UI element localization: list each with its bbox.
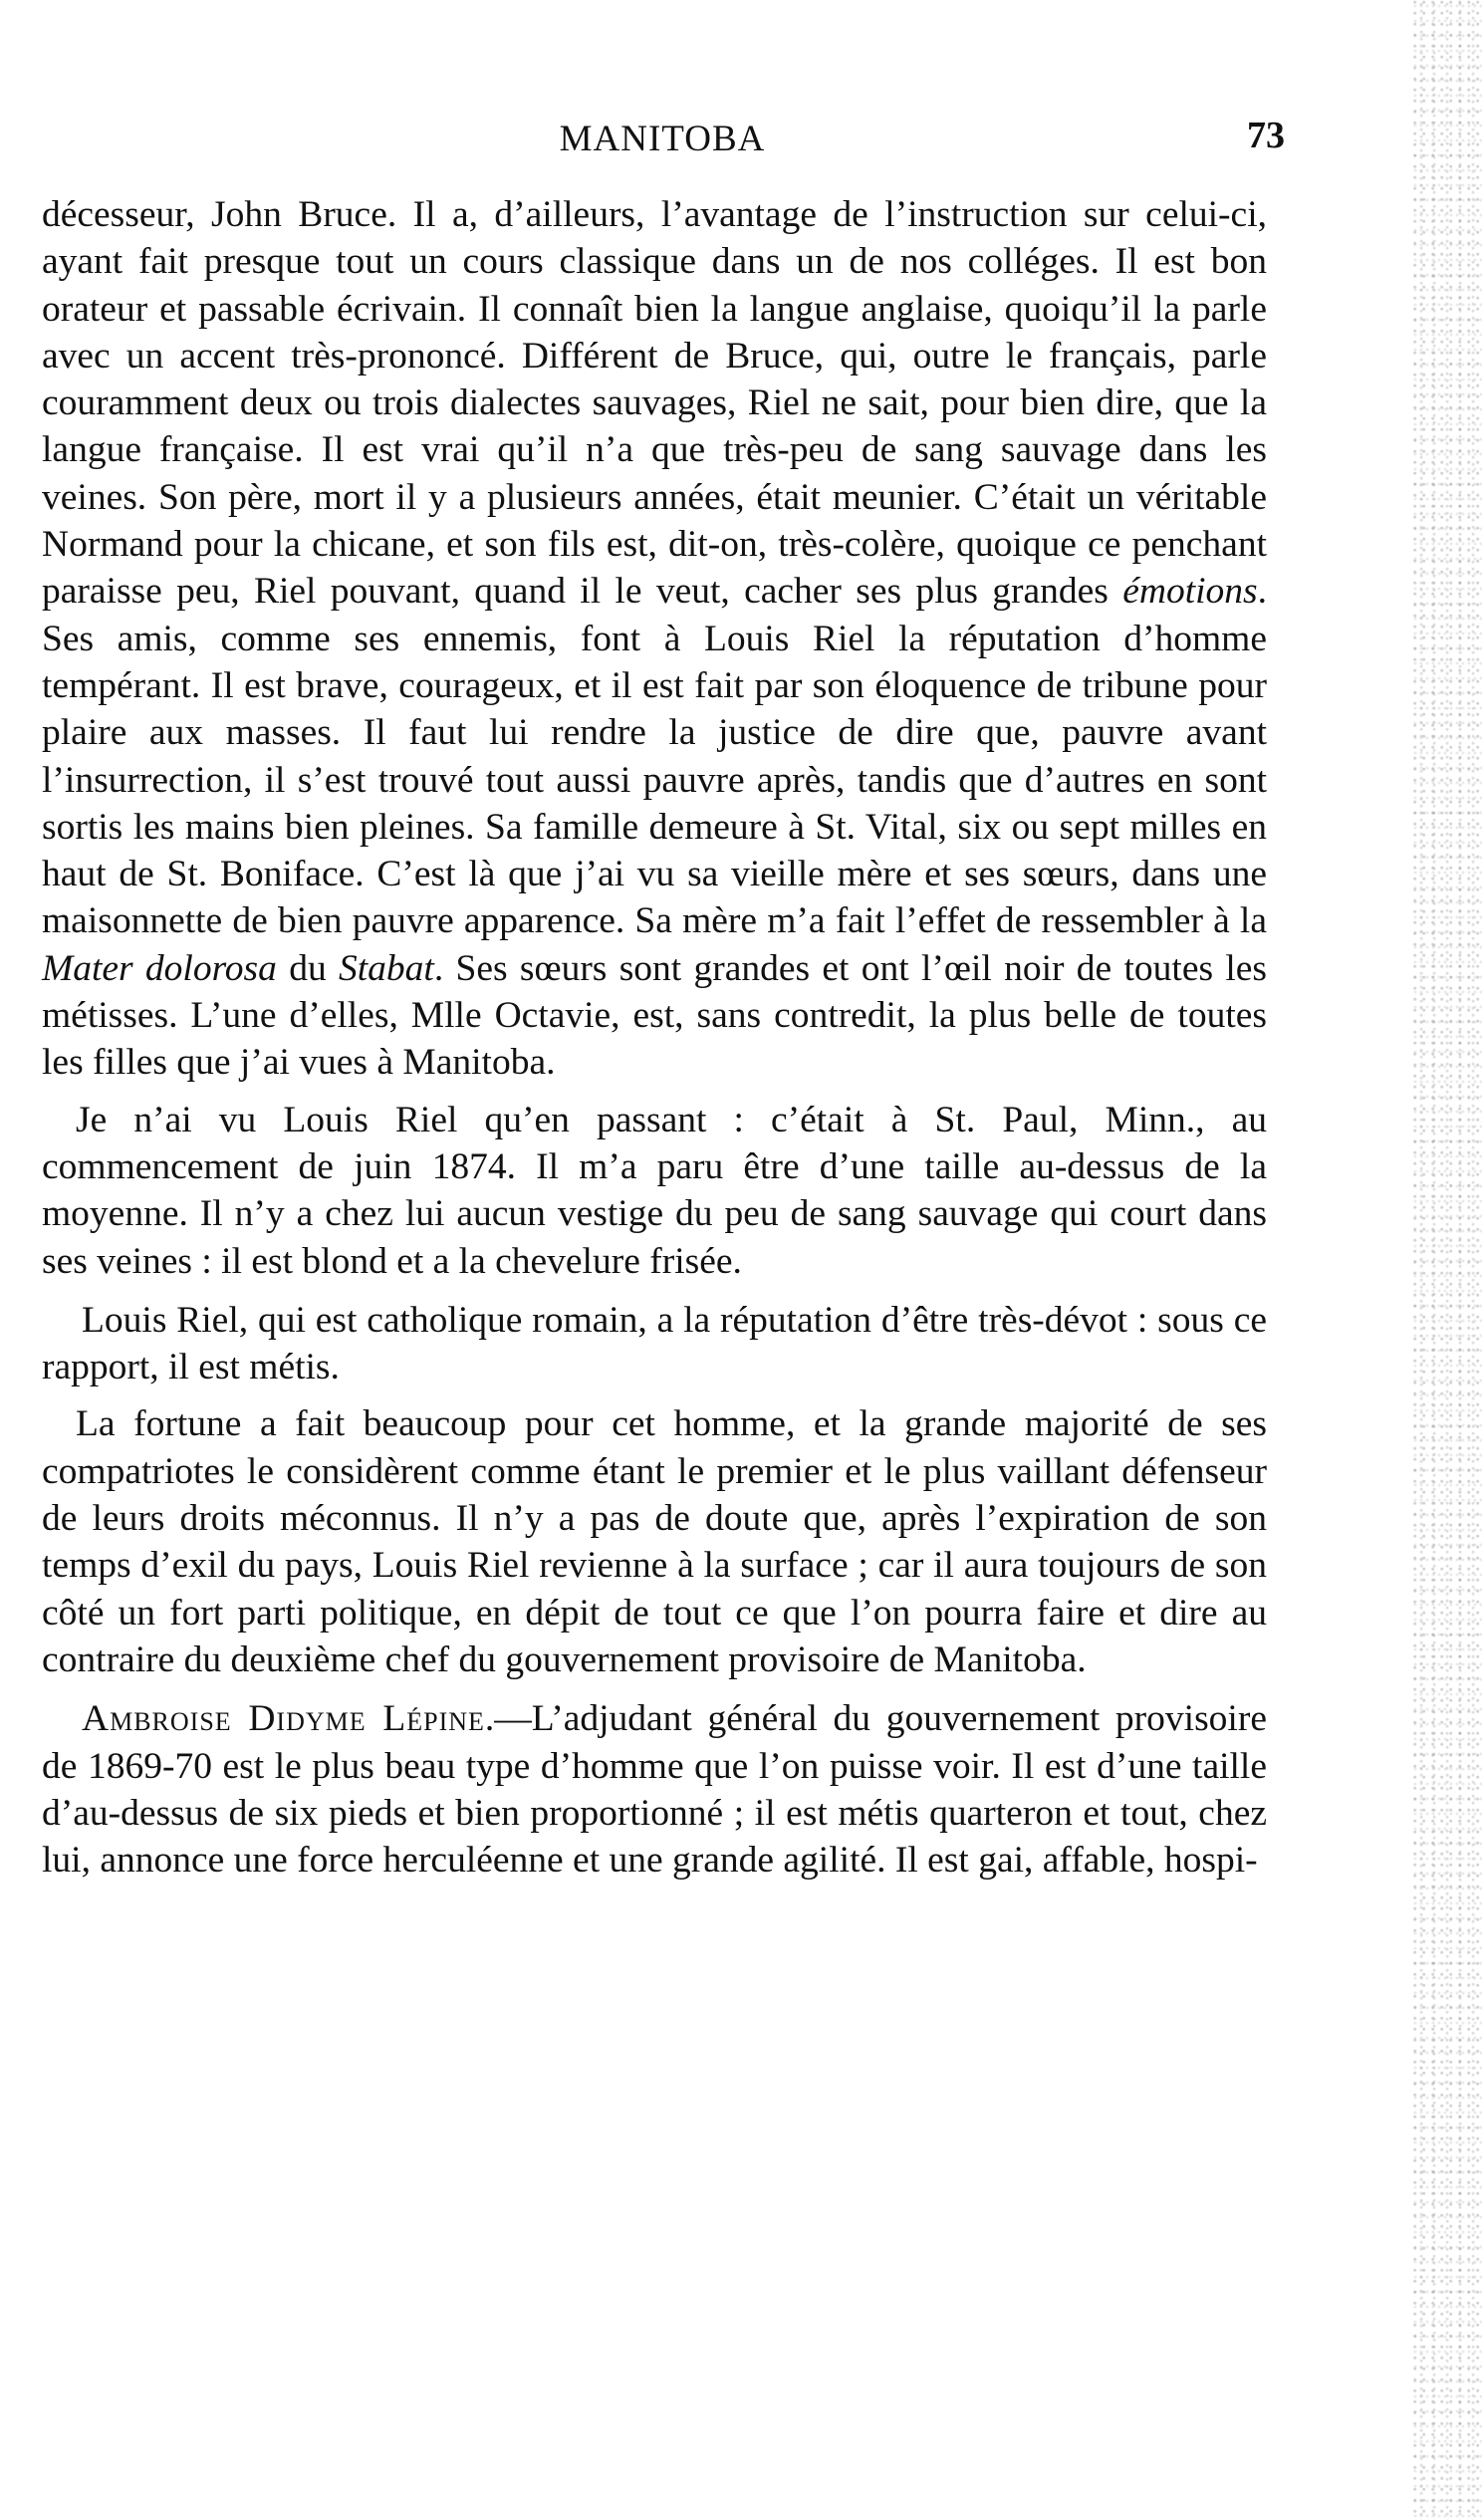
paragraph-1-text-b: . Ses amis, comme ses ennemis, font à Louis Riel la réputation d’homme tempérant. Il est brave, courageux, et il est fait par son éloquence de tribune pour plaire aux masses. Il faut lui rendre la justice de dire que, pauvre avant l’insurrection, il s’est trouvé tout aussi pauvre après, tandis que d’autres en sont sortis les mains bien pleines. Sa famille demeure à St. Vital, six ou sept milles en haut de St. Boniface. C’est là que j’ai vu sa vieille mère et ses sœurs, dans une maisonnette de bien pauvre apparence. Sa mère m’a fait l’effet de ressembler à la bbox=[42, 571, 1268, 942]
paragraph-5-text: .—L’adjudant général du gouvernement provisoire de 1869-70 est le plus beau type d’homme que l’on puisse voir. Il est d’une taille d’au-dessus de six pieds et bien proportionné ; il est métis quarteron et tout, chez lui, annonce une force herculéenne et une grande agilité. Il est gai, affable, hospi- bbox=[42, 1698, 1267, 1882]
italic-mater-dolorosa: Mater dolorosa bbox=[42, 947, 277, 989]
paragraph-5 bbox=[42, 1695, 1267, 1884]
running-title: MANITOBA bbox=[559, 119, 766, 159]
paragraph-4: La fortune a fait beaucoup pour cet homme, et la grande majorité de ses compatriotes le considèrent comme étant le premier et le plus vaillant défenseur de leurs droits méconnus. Il n’y a pas de doute que, après l’expiration de son temps d’exil du pays, Louis Riel revienne à la surface ; car il aura toujours de son côté un fort parti politique, en dépit de tout ce que l’on pourra faire et dire au contraire du deuxième chef du gouvernement provisoire de Manitoba. bbox=[42, 1403, 1267, 1680]
page-edge-speckle bbox=[1412, 0, 1482, 2520]
paragraph-1-du: du bbox=[276, 947, 339, 989]
paragraph-1-text-a: décesseur, John Bruce. Il a, d’ailleurs, l’avantage de l’instruction sur celui-ci, ayant fait presque tout un cours classique dans un de nos colléges. Il est bon orateur et passable écrivain. Il connaît bien la langue anglaise, quoiqu’il la parle avec un accent très-prononcé. Différent de Bruce, qui, outre le français, parle couramment deux ou trois dialectes sauvages, Riel ne sait, pour bien dire, que la langue française. Il est vrai qu’il n’a que très-peu de sang sauvage dans les veines. Son père, mort il y a plusieurs années, était meunier. C’était un véritable Normand pour la chicane, et son fils est, dit-on, très-colère, quoique ce penchant paraisse peu, Riel pouvant, quand il le veut, cacher ses plus grandes bbox=[42, 194, 1267, 613]
page-number: 73 bbox=[1247, 115, 1285, 156]
paragraph-3: Louis Riel, qui est catholique romain, a la réputation d’être très-dévot : sous ce rapport, il est métis. bbox=[42, 1299, 1267, 1388]
body-text bbox=[42, 191, 1267, 1884]
section-name-lepine: Ambroise Didyme Lépine bbox=[82, 1698, 485, 1740]
paragraph-1 bbox=[42, 191, 1267, 1087]
page-header bbox=[40, 115, 1285, 177]
italic-stabat: Stabat bbox=[339, 947, 434, 989]
paragraph-1-text-c: . Ses sœurs sont grandes et ont l’œil noir de toutes les métisses. L’une d’elles, Mlle Octavie, est, sans contredit, la plus belle de toutes les filles que j’ai vues à Manitoba. bbox=[42, 947, 1268, 1084]
paragraph-2: Je n’ai vu Louis Riel qu’en passant : c’était à St. Paul, Minn., au commencement de juin 1874. Il m’a paru être d’une taille au-dessus de la moyenne. Il n’y a chez lui aucun vestige du peu de sang sauvage qui court dans ses veines : il est blond et a la chevelure frisée. bbox=[42, 1099, 1267, 1282]
italic-emotions: émotions bbox=[1122, 571, 1258, 613]
